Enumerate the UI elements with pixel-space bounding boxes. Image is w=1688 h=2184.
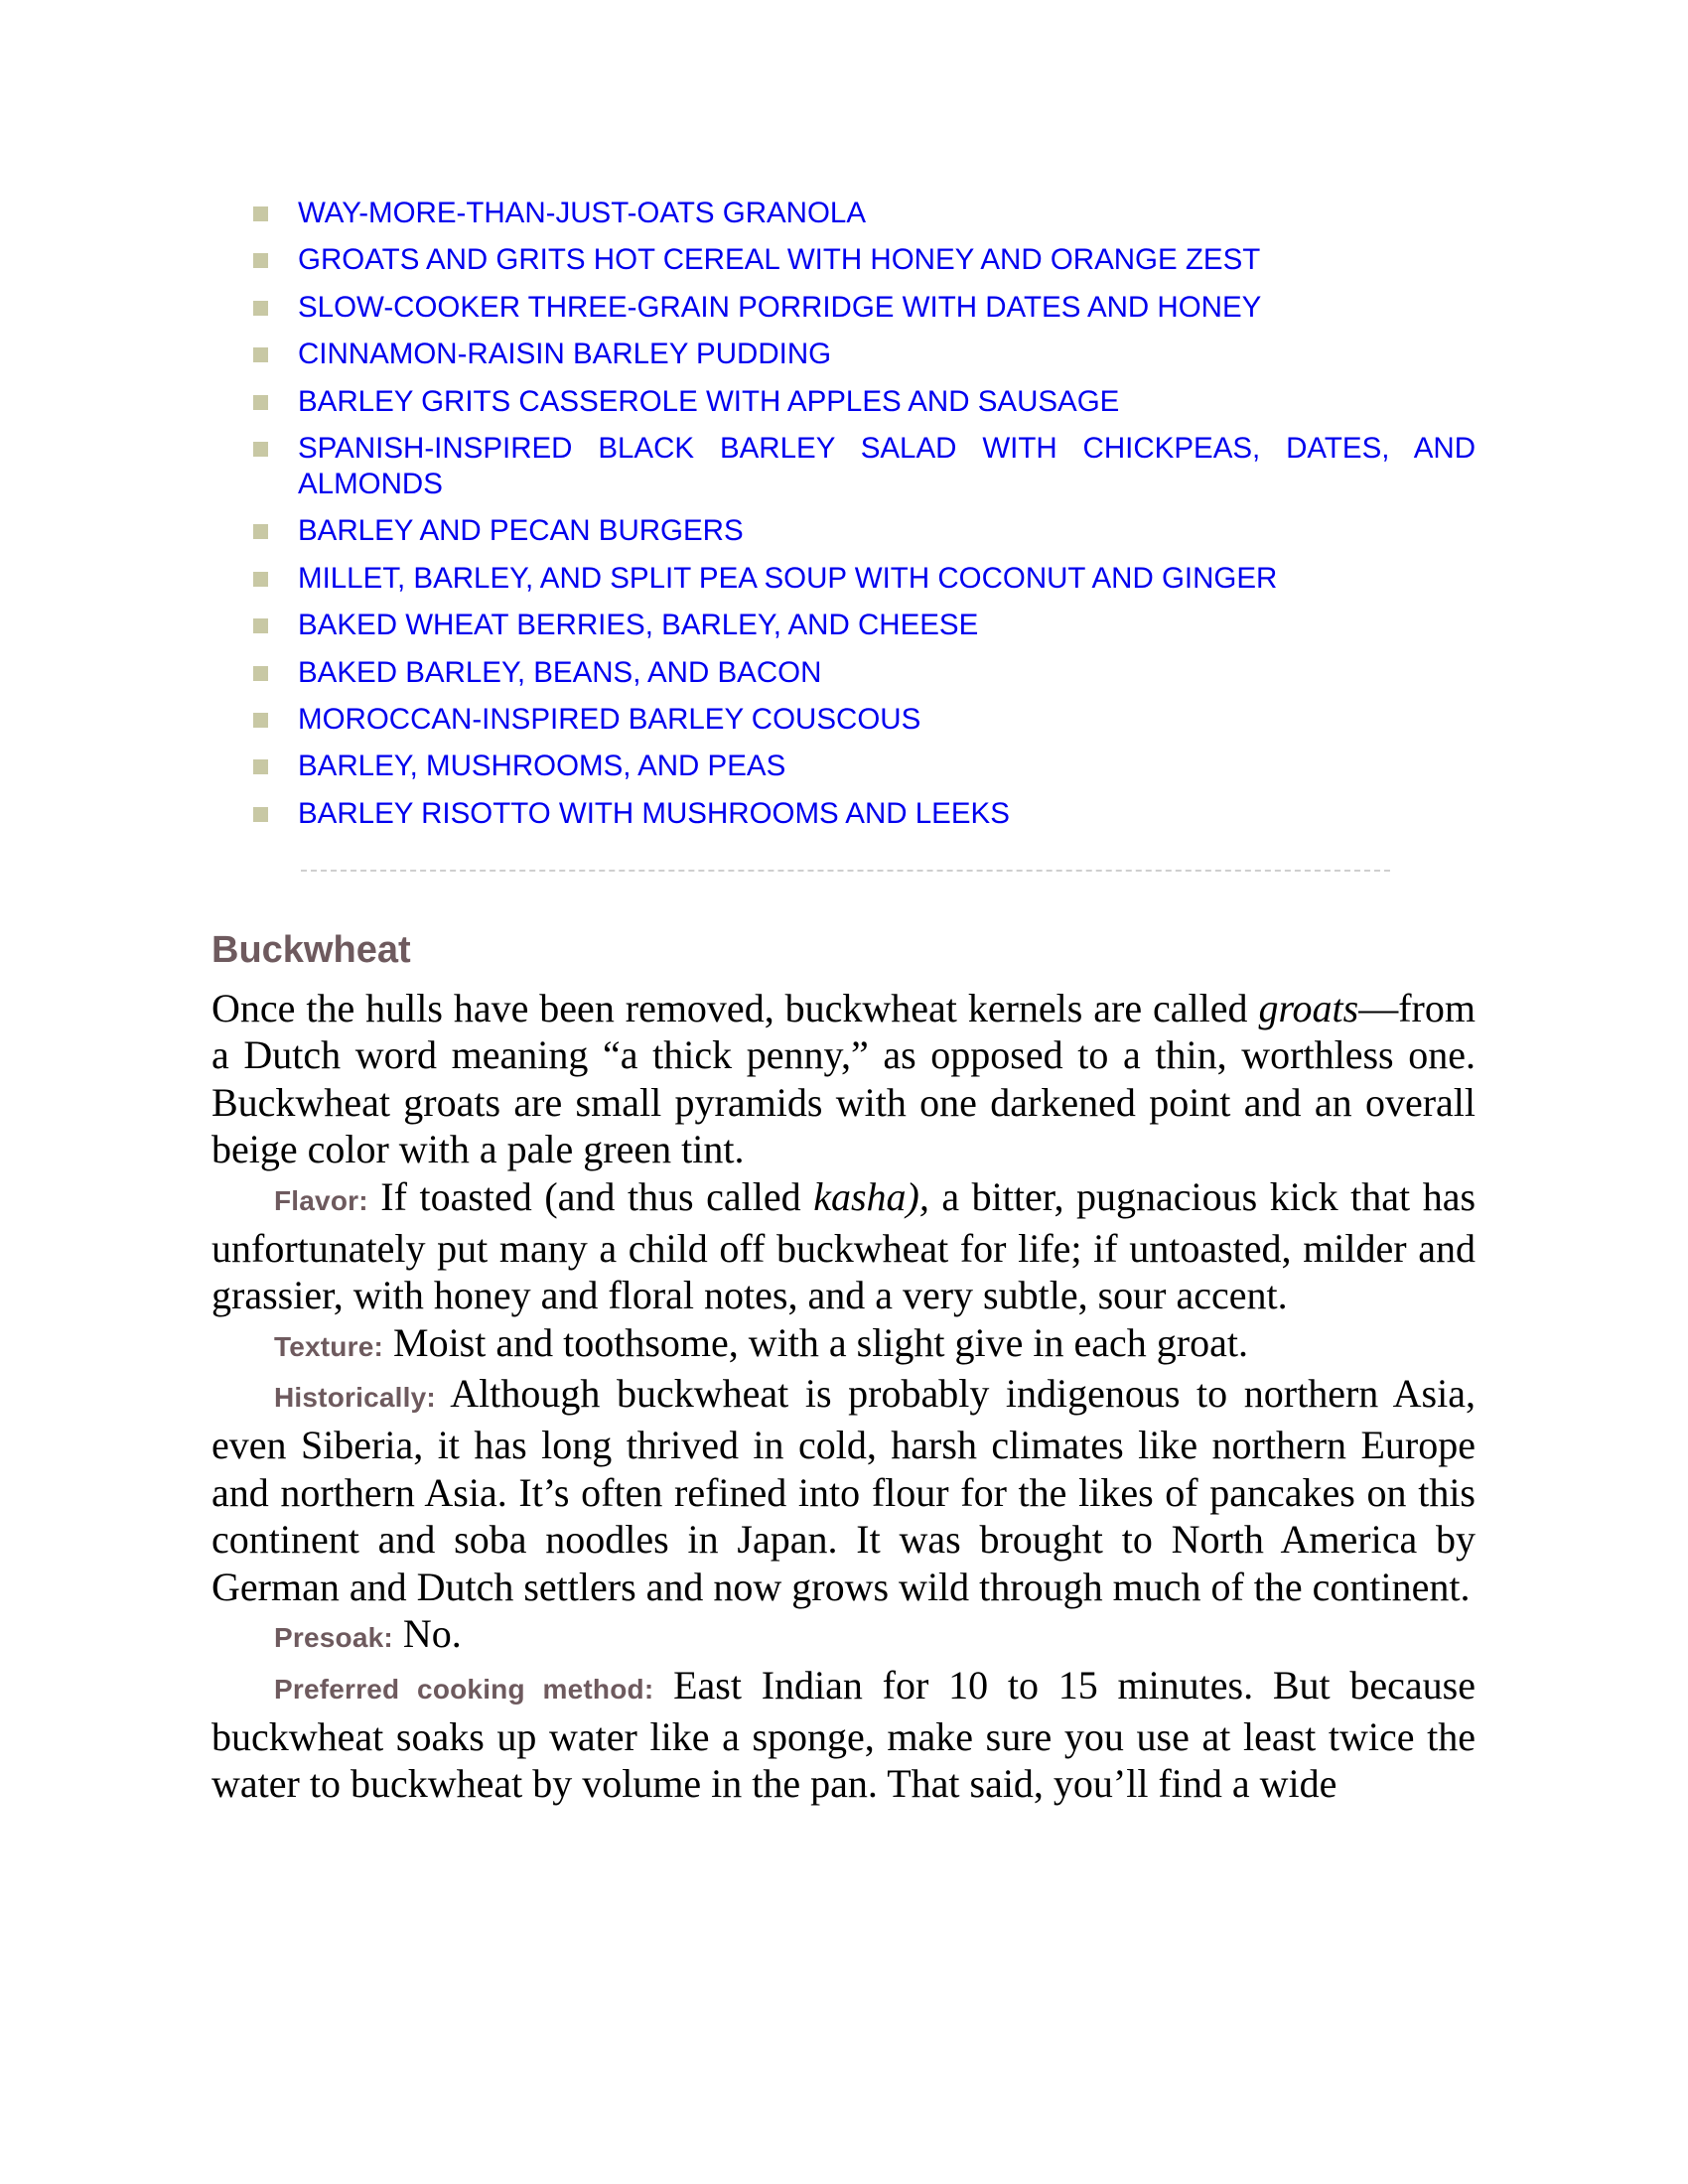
recipe-link[interactable]: GROATS AND GRITS HOT CEREAL WITH HONEY AND ORANGE ZEST bbox=[298, 243, 1261, 277]
list-item bbox=[253, 796, 1476, 832]
recipe-link[interactable]: WAY-MORE-THAN-JUST-OATS GRANOLA bbox=[298, 197, 867, 229]
list-item bbox=[253, 431, 1476, 502]
flavor-text-continued: a bitter, pugnacious kick that has unfortunately put many a child off buckwheat for life; if untoasted, milder and grassier, with honey and floral notes, and a very subtle, sour accent. bbox=[211, 1174, 1477, 1318]
recipe-link[interactable]: MOROCCAN-INSPIRED BARLEY COUSCOUS bbox=[298, 702, 921, 736]
presoak-text: No. bbox=[392, 1611, 462, 1657]
recipe-link[interactable]: BARLEY GRITS CASSEROLE WITH APPLES AND SAUSAGE bbox=[298, 384, 1120, 418]
texture-label: Texture: bbox=[274, 1330, 383, 1362]
list-item bbox=[253, 384, 1476, 420]
list-item bbox=[253, 608, 1476, 643]
square-bullet-icon bbox=[253, 759, 268, 774]
list-item bbox=[253, 242, 1476, 278]
presoak-paragraph bbox=[211, 1610, 1476, 1662]
recipe-link[interactable]: MILLET, BARLEY, AND SPLIT PEA SOUP WITH COCONUT AND GINGER bbox=[298, 561, 1278, 595]
square-bullet-icon bbox=[253, 713, 268, 728]
section-divider bbox=[301, 870, 1390, 872]
list-item bbox=[253, 655, 1476, 691]
flavor-text: If toasted (and thus called bbox=[367, 1174, 814, 1220]
cooking-method-label: Preferred cooking method: bbox=[274, 1674, 654, 1705]
recipe-link[interactable]: SPANISH-INSPIRED BLACK BARLEY SALAD WITH CHICKPEAS, DATES, AND ALMONDS bbox=[298, 431, 1476, 500]
intro-paragraph bbox=[211, 985, 1476, 1173]
square-bullet-icon bbox=[253, 618, 268, 633]
texture-paragraph bbox=[211, 1319, 1476, 1371]
cooking-method-paragraph bbox=[211, 1662, 1476, 1808]
list-item bbox=[253, 337, 1476, 372]
recipe-link[interactable]: CINNAMON-RAISIN BARLEY PUDDING bbox=[298, 338, 832, 371]
recipe-link[interactable]: SLOW-COOKER THREE-GRAIN PORRIDGE WITH DATES AND HONEY bbox=[298, 290, 1262, 324]
flavor-label: Flavor: bbox=[274, 1185, 368, 1217]
square-bullet-icon bbox=[253, 395, 268, 410]
square-bullet-icon bbox=[253, 253, 268, 268]
recipe-link[interactable]: BARLEY AND PECAN BURGERS bbox=[298, 514, 744, 548]
flavor-paragraph bbox=[211, 1173, 1476, 1319]
intro-italic-term: groats bbox=[1258, 985, 1359, 1030]
square-bullet-icon bbox=[253, 206, 268, 221]
list-item bbox=[253, 702, 1476, 738]
list-item bbox=[253, 513, 1476, 549]
list-item bbox=[253, 196, 1476, 231]
history-paragraph bbox=[211, 1370, 1476, 1610]
square-bullet-icon bbox=[253, 347, 268, 362]
list-item bbox=[253, 749, 1476, 784]
square-bullet-icon bbox=[253, 301, 268, 316]
list-item bbox=[253, 561, 1476, 597]
square-bullet-icon bbox=[253, 666, 268, 681]
book-page bbox=[211, 196, 1476, 1808]
history-label: Historically: bbox=[274, 1382, 436, 1414]
intro-text-continued: —from a Dutch word meaning “a thick penny,” as opposed to a thin, worthless one. Buckwheat groats are small pyramids with one darkened point and an overall beige color with a pale green tint. bbox=[211, 985, 1476, 1172]
flavor-italic-term: kasha), bbox=[813, 1174, 929, 1220]
list-item bbox=[253, 290, 1476, 326]
square-bullet-icon bbox=[253, 807, 268, 822]
cooking-method-text: East Indian for 10 to 15 minutes. But because buckwheat soaks up water like a sponge, make sure you use at least twice the water to buckwheat by volume in the pan. That said, you’ll find a wide bbox=[211, 1663, 1477, 1807]
square-bullet-icon bbox=[253, 442, 268, 457]
square-bullet-icon bbox=[253, 524, 268, 539]
recipe-link[interactable]: BARLEY RISOTTO WITH MUSHROOMS AND LEEKS bbox=[298, 796, 1010, 830]
texture-text: Moist and toothsome, with a slight give in each groat. bbox=[383, 1319, 1248, 1365]
history-text: Although buckwheat is probably indigenous to northern Asia, even Siberia, it has long thrived in cold, harsh climates like northern Europe and northern Asia. It’s often refined into flour for the likes of pancakes on this continent and soba noodles in Japan. It was brought to North America by German and Dutch settlers and now grows wild through much of the continent. bbox=[211, 1371, 1476, 1609]
recipe-link-list bbox=[211, 196, 1476, 832]
section-heading: Buckwheat bbox=[211, 928, 411, 971]
intro-text: Once the hulls have been removed, buckwheat kernels are called bbox=[211, 985, 1259, 1030]
recipe-link[interactable]: BAKED BARLEY, BEANS, AND BACON bbox=[298, 655, 822, 689]
presoak-label: Presoak: bbox=[274, 1622, 393, 1654]
recipe-link[interactable]: BARLEY, MUSHROOMS, AND PEAS bbox=[298, 750, 786, 783]
square-bullet-icon bbox=[253, 572, 268, 587]
recipe-link[interactable]: BAKED WHEAT BERRIES, BARLEY, AND CHEESE bbox=[298, 609, 979, 642]
